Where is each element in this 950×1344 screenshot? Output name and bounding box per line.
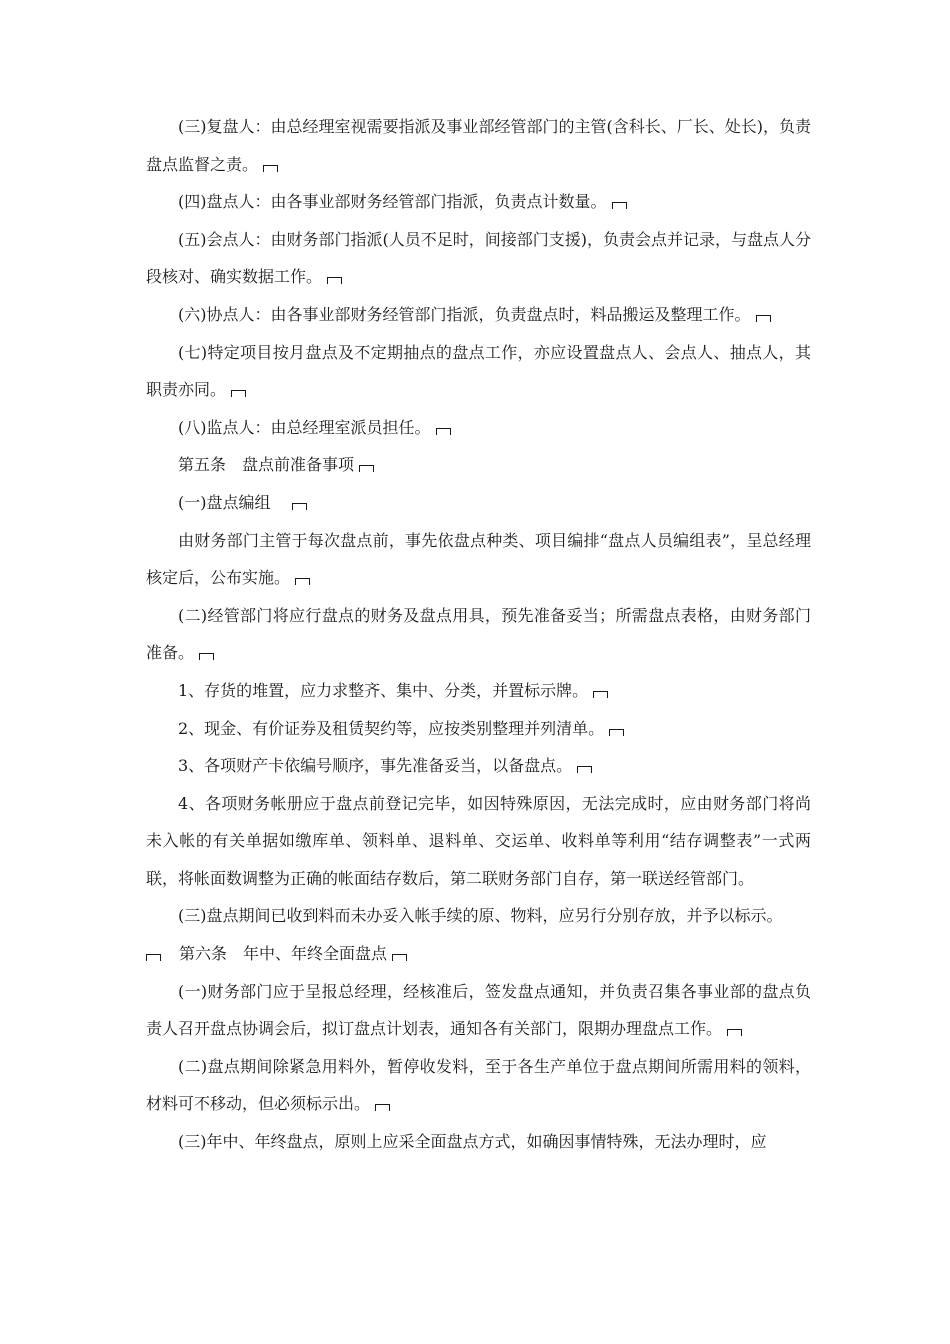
list-item: 2、现金、有价证券及租赁契约等，应按类别整理并列清单。 — [146, 710, 811, 748]
paragraph-mark-icon — [263, 165, 278, 172]
paragraph: (三)盘点期间已收到料而未办妥入帐手续的原、物料，应另行分别存放，并予以标示。 — [178, 906, 783, 926]
document-page — [146, 108, 811, 1161]
list-item: 3、各项财产卡依编号顺序，事先准备妥当，以备盘点。 — [146, 747, 811, 785]
paragraph-mark-icon — [727, 1029, 742, 1036]
paragraph-mark-icon — [436, 428, 451, 435]
paragraph: (一)财务部门应于呈报总经理，经核准后，签发盘点通知，并负责召集各事业部的盘点负责人召开盘点协调会后，拟订盘点计划表，通知各有关部门，限期办理盘点工作。 — [146, 981, 811, 1039]
subsection-heading: (一)盘点编组 — [146, 484, 811, 522]
paragraph-mark-icon — [295, 578, 310, 585]
section-heading: 第六条 年中、年终全面盘点 — [146, 935, 811, 973]
paragraph-mark-icon — [359, 465, 374, 472]
paragraph-mark-icon — [327, 277, 342, 284]
paragraph-mark-icon — [577, 766, 592, 773]
paragraph-mark-icon — [146, 954, 161, 961]
paragraph-mark-icon — [292, 503, 307, 510]
list-item: 4、各项财务帐册应于盘点前登记完毕，如因特殊原因，无法完成时，应由财务部门将尚未入帐的有关单据如缴库单、领料单、退料单、交运单、收料单等利用“结存调整表”一式两联，将帐面数调整为正确的帐面结存数后，第二联财务部门自存，第一联送经管部门。 — [146, 793, 811, 888]
paragraph: (五)会点人：由财务部门指派(人员不足时，间接部门支援)，负责会点并记录，与盘点人分段核对、确实数据工作。 — [146, 229, 811, 287]
paragraph: 由财务部门主管于每次盘点前，事先依盘点种类、项目编排“盘点人员编组表”，呈总经理核定后，公布实施。 — [146, 530, 811, 588]
paragraph: (二)经管部门将应行盘点的财务及盘点用具，预先准备妥当；所需盘点表格，由财务部门准备。 — [146, 605, 811, 663]
paragraph: (四)盘点人：由各事业部财务经管部门指派，负责点计数量。 — [146, 183, 811, 221]
paragraph: (二)盘点期间除紧急用料外，暂停收发料，至于各生产单位于盘点期间所需用料的领料，材料可不移动，但必须标示出。 — [146, 1056, 811, 1114]
paragraph-mark-icon — [375, 1104, 390, 1111]
paragraph-mark-icon — [231, 390, 246, 397]
list-item: 1、存货的堆置，应力求整齐、集中、分类，并置标示牌。 — [146, 672, 811, 710]
paragraph: (八)监点人：由总经理室派员担任。 — [146, 409, 811, 447]
paragraph: (六)协点人：由各事业部财务经管部门指派，负责盘点时，料品搬运及整理工作。 — [146, 296, 811, 334]
paragraph: (三)复盘人：由总经理室视需要指派及事业部经管部门的主管(含科长、厂长、处长)，负责盘点监督之责。 — [146, 117, 811, 174]
paragraph-mark-icon — [609, 729, 624, 736]
section-heading: 第五条 盘点前准备事项 — [146, 446, 811, 484]
paragraph-mark-icon — [756, 315, 771, 322]
paragraph-mark-icon — [392, 954, 407, 961]
paragraph-mark-icon — [199, 653, 214, 660]
paragraph-mark-icon — [612, 202, 627, 209]
paragraph: (七)特定项目按月盘点及不定期抽点的盘点工作，亦应设置盘点人、会点人、抽点人，其职责亦同。 — [146, 342, 811, 400]
paragraph: (三)年中、年终盘点，原则上应采全面盘点方式，如确因事情特殊，无法办理时，应 — [178, 1132, 767, 1152]
paragraph-mark-icon — [593, 691, 608, 698]
